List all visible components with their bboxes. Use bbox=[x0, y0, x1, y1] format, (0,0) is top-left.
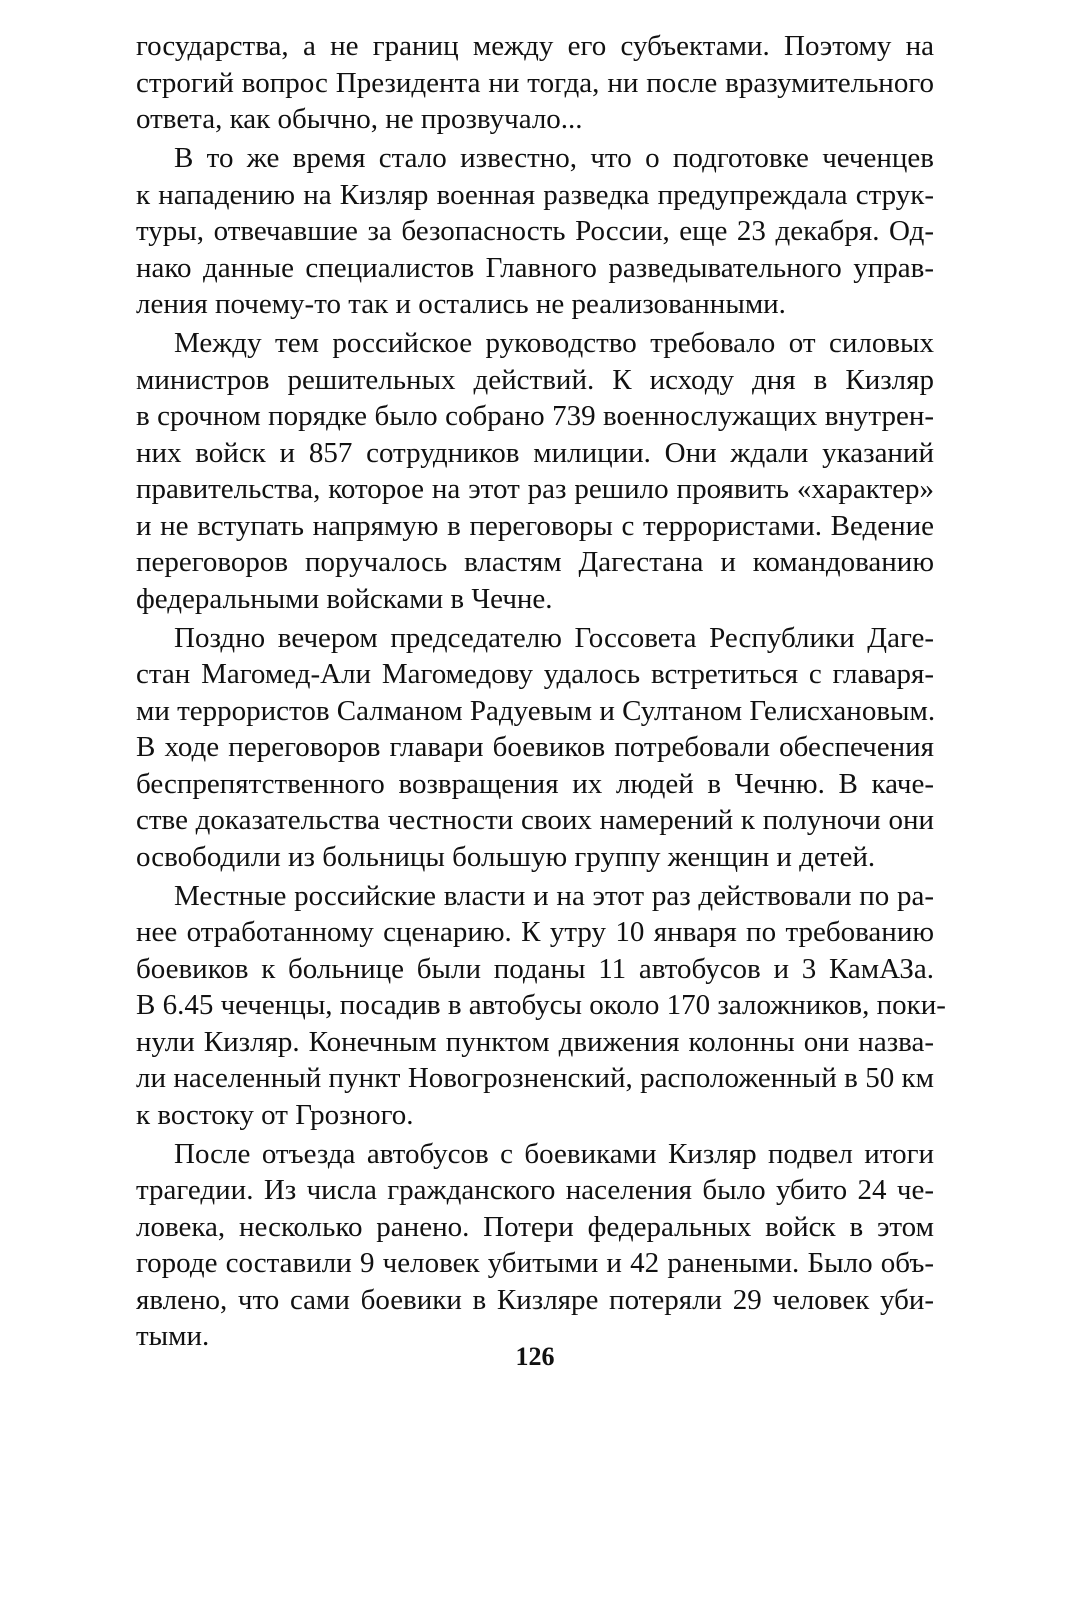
text-line: них войск и 857 сотрудников милиции. Они ждали указаний bbox=[136, 436, 934, 469]
text-line: освободили из больницы большую группу женщин и детей. bbox=[136, 840, 876, 873]
text-line: переговоров поручалось властям Дагестана и командованию bbox=[136, 546, 934, 578]
text-line: Поздно вечером председателю Госсовета Республики Даге- bbox=[174, 621, 934, 654]
text-line: туры, отвечавшие за безопасность России, еще 23 декабря. Од- bbox=[136, 215, 934, 247]
text-line: и не вступать напрямую в переговоры с террористами. Ведение bbox=[136, 509, 934, 542]
paragraph-5 bbox=[136, 878, 946, 1134]
text-line: нули Кизляр. Конечным пунктом движения колонны они назва- bbox=[136, 1025, 934, 1058]
text-line: городе составили 9 человек убитыми и 42 ранеными. Было объ- bbox=[136, 1247, 934, 1279]
page-body bbox=[136, 28, 946, 1357]
page-number: 126 bbox=[515, 1342, 555, 1371]
text-line: явлено, что сами боевики в Кизляре потеряли 29 человек уби- bbox=[136, 1283, 934, 1316]
text-line: стан Магомед-Али Магомедову удалось встретиться с главаря- bbox=[136, 658, 934, 690]
text-line: ответа, как обычно, не прозвучало... bbox=[136, 103, 583, 135]
text-line: нако данные специалистов Главного разведывательного управ- bbox=[136, 251, 934, 284]
text-line: к востоку от Грозного. bbox=[136, 1098, 414, 1131]
text-line: нее отработанному сценарию. К утру 10 января по требованию bbox=[136, 916, 934, 948]
text-line: Между тем российское руководство требовало от силовых bbox=[174, 327, 934, 359]
paragraph-2 bbox=[136, 140, 934, 323]
text-line: в срочном порядке было собрано 739 военнослужащих внутрен- bbox=[136, 400, 934, 432]
text-line: стве доказательства честности своих намерений к полуночи они bbox=[136, 804, 934, 836]
text-line: В то же время стало известно, что о подготовке чеченцев bbox=[174, 142, 934, 174]
text-line: ловека, несколько ранено. Потери федеральных войск в этом bbox=[136, 1210, 934, 1243]
text-line: ли населенный пункт Новогрозненский, расположенный в 50 км bbox=[136, 1062, 934, 1094]
text-line: боевиков к больнице были поданы 11 автобусов и 3 КамАЗа. bbox=[136, 952, 934, 985]
text-line: тыми. bbox=[136, 1320, 210, 1352]
text-line: беспрепятственного возвращения их людей в Чечню. В каче- bbox=[136, 767, 934, 800]
text-line: государства, а не границ между его субъектами. Поэтому на bbox=[136, 30, 934, 62]
text-line: После отъезда автобусов с боевиками Кизляр подвел итоги bbox=[174, 1137, 934, 1170]
paragraph-3 bbox=[136, 325, 934, 617]
text-line: к нападению на Кизляр военная разведка предупреждала струк- bbox=[136, 178, 934, 211]
text-line: Местные российские власти и на этот раз действовали по ра- bbox=[174, 879, 934, 912]
text-line: В ходе переговоров главари боевиков потребовали обеспечения bbox=[136, 731, 934, 763]
text-line: ления почему-то так и остались не реализованными. bbox=[136, 288, 786, 320]
text-line: федеральными войсками в Чечне. bbox=[136, 582, 553, 615]
paragraph-1 bbox=[136, 28, 934, 138]
text-line: правительства, которое на этот раз решило проявить «характер» bbox=[136, 473, 934, 505]
text-line: трагедии. Из числа гражданского населения было убито 24 че- bbox=[136, 1174, 934, 1206]
paragraph-6 bbox=[136, 1136, 934, 1355]
text-line: строгий вопрос Президента ни тогда, ни после вразумительного bbox=[136, 66, 934, 99]
text-line: В 6.45 чеченцы, посадив в автобусы около 170 заложников, поки- bbox=[136, 989, 946, 1021]
paragraph-4 bbox=[136, 620, 934, 876]
text-line: ми террористов Салманом Радуевым и Султаном Гелисхановым. bbox=[136, 694, 936, 727]
text-line: министров решительных действий. К исходу дня в Кизляр bbox=[136, 363, 934, 396]
